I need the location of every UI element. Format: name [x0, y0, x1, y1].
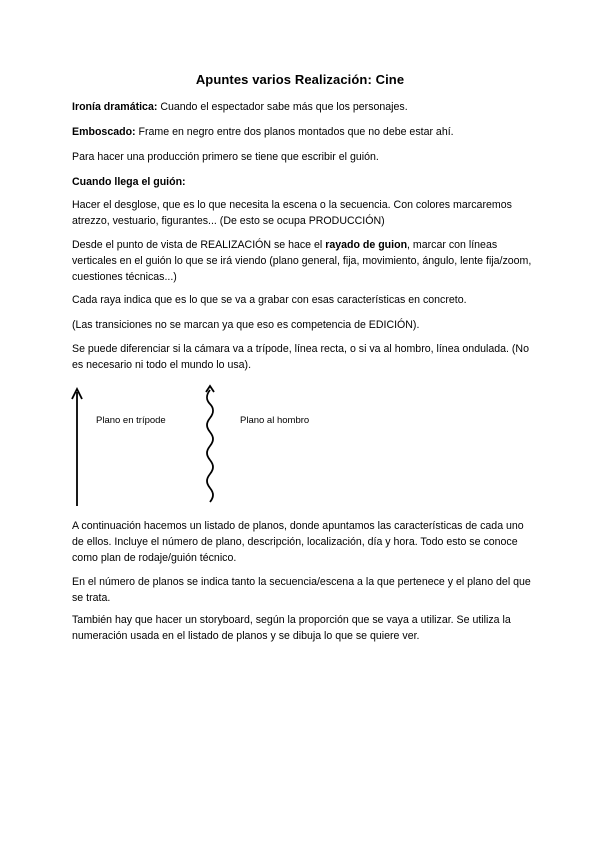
rayado-de-guion-term: rayado de guion — [325, 239, 408, 251]
definition-ironia-dramatica: Cuando el espectador sabe más que los personajes. — [157, 101, 408, 113]
page-title: Apuntes varios Realización: Cine — [195, 72, 405, 87]
paragraph-emboscado — [72, 124, 532, 140]
label-plano-hombro: Plano al hombro — [240, 415, 310, 426]
paragraph-listado-planos: A continuación hacemos un listado de planos, donde apuntamos las características de cada uno de ellos. Incluye el número de plano, descripción, localización, día y hora. Todo esto se conoce como plan de rodaje/guión técnico. — [72, 520, 524, 564]
section-heading-guion — [72, 174, 532, 190]
paragraph-transiciones: (Las transiciones no se marcan ya que eso es competencia de EDICIÓN). — [72, 319, 420, 331]
paragraph-realizacion — [72, 237, 532, 285]
paragraph-numero-planos: En el número de planos se indica tanto la secuencia/escena a la que pertenece y el plano del que se trata. — [72, 576, 531, 604]
realizacion-text-before: Desde el punto de vista de REALIZACIÓN se hace el — [72, 239, 326, 251]
camera-lines-diagram — [60, 378, 360, 512]
paragraph-produccion: Para hacer una producción primero se tiene que escribir el guión. — [72, 151, 379, 163]
paragraph-camara: Se puede diferenciar si la cámara va a trípode, línea recta, o si va al hombro, línea ondulada. (No es necesario ni todo el mundo lo usa). — [72, 343, 529, 371]
tripod-straight-line-icon — [72, 389, 82, 506]
camera-lines-svg — [60, 378, 360, 512]
realizacion-text-after: , marcar con líneas verticales en el guión lo que se irá viendo (plano general, fija, movimiento, ángulo, lente fija/zoom, cuestiones técnicas...) — [72, 239, 532, 283]
term-emboscado: Emboscado: — [72, 126, 136, 138]
label-plano-tripode: Plano en trípode — [96, 415, 166, 426]
definition-emboscado: Frame en negro entre dos planos montados que no debe estar ahí. — [135, 126, 454, 138]
paragraph-storyboard: También hay que hacer un storyboard, según la proporción que se vaya a utilizar. Se utiliza la numeración usada en el listado de planos y se dibuja lo que se quiere ver. — [72, 614, 511, 642]
paragraph-raya: Cada raya indica que es lo que se va a grabar con esas características en concreto. — [72, 294, 467, 306]
paragraph-ironia-dramatica — [72, 99, 532, 115]
shoulder-wavy-line-icon — [206, 386, 214, 502]
section-heading-guion-text: Cuando llega el guión: — [72, 176, 186, 188]
paragraph-desglose: Hacer el desglose, que es lo que necesita la escena o la secuencia. Con colores marcaremos atrezzo, vestuario, figurantes... (De esto se ocupa PRODUCCIÓN) — [72, 199, 512, 227]
term-ironia-dramatica: Ironía dramática: — [72, 101, 158, 113]
